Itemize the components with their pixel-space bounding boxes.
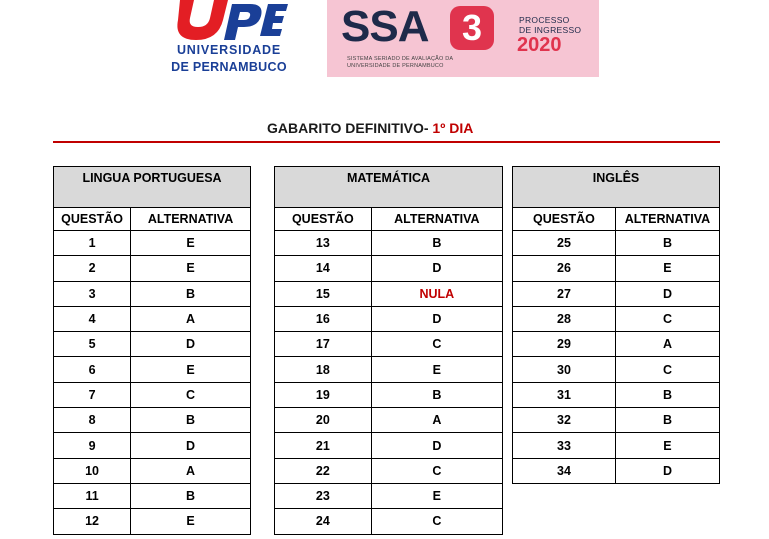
question-number: 13	[275, 231, 372, 256]
ssa-process-line1: PROCESSO	[519, 15, 570, 25]
question-number: 34	[513, 458, 616, 483]
ssa-process-year: 2020	[517, 34, 562, 56]
answer-alternative: E	[131, 357, 251, 382]
question-number: 17	[275, 332, 372, 357]
question-number: 30	[513, 357, 616, 382]
ssa-logo-number: 3	[450, 6, 494, 50]
table-subject-heading: INGLÊS	[513, 167, 720, 208]
table-row	[275, 509, 503, 534]
answer-alternative: D	[615, 281, 719, 306]
table-row	[275, 281, 503, 306]
question-number: 5	[54, 332, 131, 357]
question-number: 1	[54, 231, 131, 256]
question-number: 21	[275, 433, 372, 458]
question-number: 9	[54, 433, 131, 458]
table-row	[54, 458, 251, 483]
title-divider	[53, 141, 720, 143]
column-header-question: QUESTÃO	[513, 208, 616, 231]
question-number: 25	[513, 231, 616, 256]
table-row	[513, 382, 720, 407]
table-row	[275, 231, 503, 256]
upe-logo	[168, 0, 290, 76]
answer-alternative: E	[131, 231, 251, 256]
answer-alternative: C	[615, 357, 719, 382]
table-row	[54, 256, 251, 281]
answer-table-portuguese	[53, 166, 251, 535]
question-number: 28	[513, 306, 616, 331]
answer-alternative: A	[371, 408, 502, 433]
answer-table-english	[512, 166, 720, 484]
table-row	[275, 408, 503, 433]
answer-alternative: D	[371, 256, 502, 281]
table-row	[275, 306, 503, 331]
answer-alternative: C	[371, 332, 502, 357]
ssa-logo-subtitle-2: UNIVERSIDADE DE PERNAMBUCO	[347, 63, 444, 69]
upe-logo-line1: UNIVERSIDADE	[176, 43, 282, 57]
column-header-alternative: ALTERNATIVA	[131, 208, 251, 231]
table-row	[275, 382, 503, 407]
question-number: 19	[275, 382, 372, 407]
question-number: 20	[275, 408, 372, 433]
table-row	[275, 483, 503, 508]
table-row	[513, 433, 720, 458]
answer-alternative: E	[131, 256, 251, 281]
question-number: 15	[275, 281, 372, 306]
answer-alternative: B	[131, 483, 251, 508]
answer-alternative: B	[131, 281, 251, 306]
question-number: 31	[513, 382, 616, 407]
column-header-alternative: ALTERNATIVA	[615, 208, 719, 231]
answer-alternative: C	[131, 382, 251, 407]
table-row	[275, 458, 503, 483]
table-row	[275, 433, 503, 458]
table-row	[54, 231, 251, 256]
column-header-question: QUESTÃO	[275, 208, 372, 231]
table-row	[275, 357, 503, 382]
question-number: 2	[54, 256, 131, 281]
table-row	[513, 231, 720, 256]
answer-alternative: E	[615, 256, 719, 281]
page-title-day: 1º DIA	[432, 120, 474, 136]
answer-alternative: B	[615, 231, 719, 256]
answer-alternative: C	[371, 458, 502, 483]
table-row	[513, 357, 720, 382]
table-subject-heading: MATEMÁTICA	[275, 167, 503, 208]
table-row	[513, 458, 720, 483]
question-number: 33	[513, 433, 616, 458]
page-title-main: GABARITO DEFINITIVO-	[267, 120, 433, 136]
table-row	[513, 408, 720, 433]
ssa-process-line2: DE INGRESSO	[519, 25, 582, 35]
table-row	[513, 281, 720, 306]
column-header-question: QUESTÃO	[54, 208, 131, 231]
ssa-logo-subtitle-1: SISTEMA SERIADO DE AVALIAÇÃO DA	[347, 56, 454, 62]
answer-alternative: B	[371, 231, 502, 256]
question-number: 14	[275, 256, 372, 281]
question-number: 23	[275, 483, 372, 508]
answer-alternative: A	[615, 332, 719, 357]
table-row	[54, 483, 251, 508]
answer-alternative: B	[131, 408, 251, 433]
question-number: 11	[54, 483, 131, 508]
table-row	[54, 433, 251, 458]
answer-alternative: E	[371, 483, 502, 508]
table-row	[54, 306, 251, 331]
question-number: 18	[275, 357, 372, 382]
answer-alternative: C	[371, 509, 502, 534]
answer-alternative: D	[131, 433, 251, 458]
question-number: 8	[54, 408, 131, 433]
question-number: 22	[275, 458, 372, 483]
answer-alternative: B	[371, 382, 502, 407]
table-row	[54, 357, 251, 382]
question-number: 12	[54, 509, 131, 534]
table-row	[54, 332, 251, 357]
upe-logo-line2: DE PERNAMBUCO	[171, 60, 287, 74]
answer-alternative: E	[131, 509, 251, 534]
table-row	[513, 306, 720, 331]
table-row	[54, 281, 251, 306]
table-row	[275, 332, 503, 357]
ssa-logo-name: SSA	[341, 2, 429, 51]
answer-alternative: A	[131, 306, 251, 331]
answer-table-math	[274, 166, 503, 535]
answer-alternative: D	[371, 433, 502, 458]
table-row	[513, 256, 720, 281]
question-number: 7	[54, 382, 131, 407]
answer-alternative: E	[371, 357, 502, 382]
question-number: 4	[54, 306, 131, 331]
question-number: 3	[54, 281, 131, 306]
answer-alternative: D	[615, 458, 719, 483]
answer-alternative: D	[371, 306, 502, 331]
question-number: 16	[275, 306, 372, 331]
question-number: 29	[513, 332, 616, 357]
table-row	[54, 382, 251, 407]
upe-logo-mark	[172, 0, 288, 42]
question-number: 26	[513, 256, 616, 281]
question-number: 32	[513, 408, 616, 433]
answer-alternative: B	[615, 408, 719, 433]
ssa-logo	[327, 0, 599, 77]
page-title	[267, 120, 473, 136]
question-number: 6	[54, 357, 131, 382]
table-row	[54, 408, 251, 433]
table-row	[513, 332, 720, 357]
answer-alternative: A	[131, 458, 251, 483]
question-number: 27	[513, 281, 616, 306]
answer-alternative: D	[131, 332, 251, 357]
question-number: 10	[54, 458, 131, 483]
question-number: 24	[275, 509, 372, 534]
table-subject-heading: LINGUA PORTUGUESA	[54, 167, 251, 208]
column-header-alternative: ALTERNATIVA	[371, 208, 502, 231]
table-row	[54, 509, 251, 534]
answer-alternative: C	[615, 306, 719, 331]
answer-alternative: NULA	[371, 281, 502, 306]
table-row	[275, 256, 503, 281]
answer-alternative: E	[615, 433, 719, 458]
answer-alternative: B	[615, 382, 719, 407]
